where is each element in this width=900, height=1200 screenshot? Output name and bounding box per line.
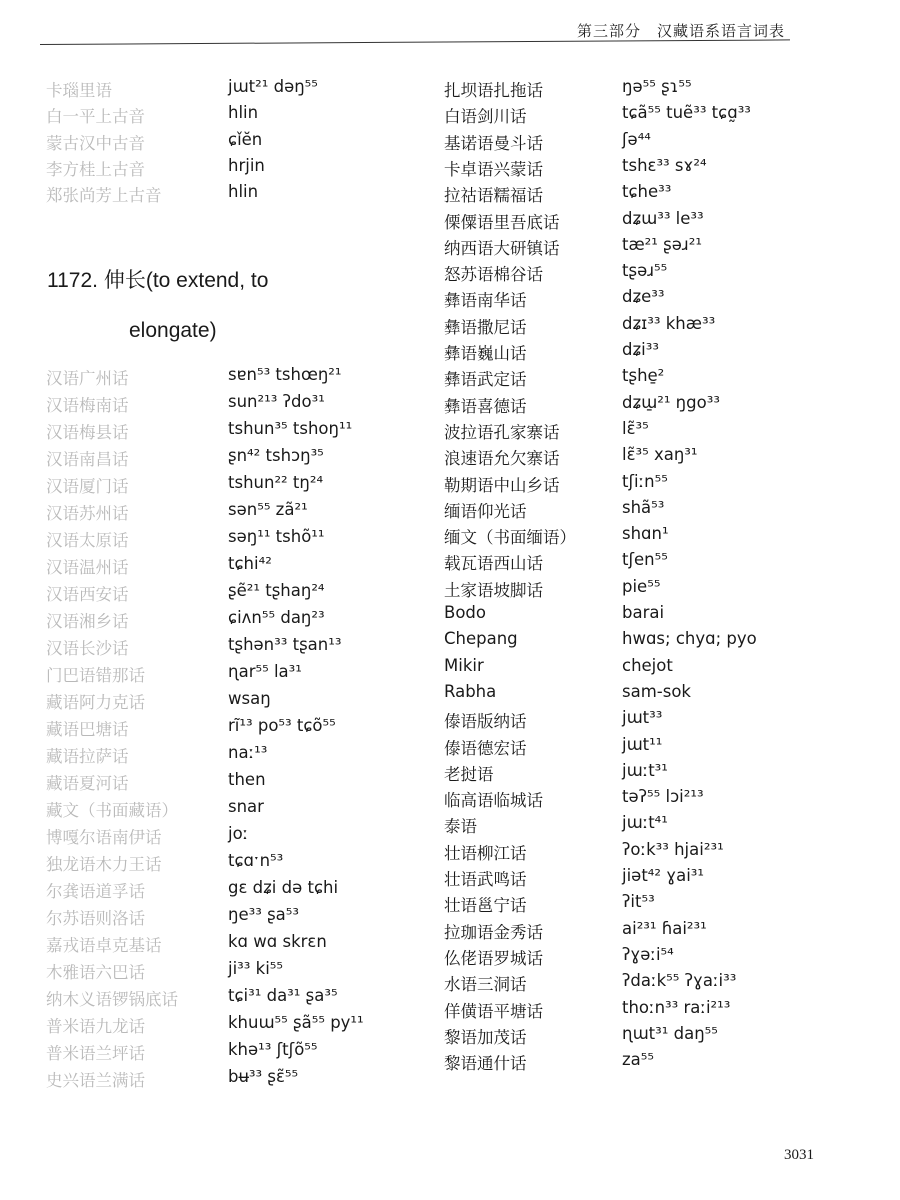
language-name: 汉语广州话: [46, 369, 129, 388]
word-form: shã⁵³: [622, 497, 665, 517]
language-name: 怒苏语棉谷话: [444, 265, 543, 285]
word-form: ŋe³³ ʂa⁵³: [228, 905, 300, 924]
language-name: 拉祜语糯福话: [444, 186, 543, 206]
language-name: 汉语南昌话: [46, 450, 129, 469]
word-form: ʔdaːk⁵⁵ ʔɣaːi³³: [622, 971, 737, 991]
language-name: 纳木义语锣锅底话: [46, 990, 178, 1009]
language-name: 仫佬语罗城话: [444, 948, 543, 968]
word-form: sun²¹³ ʔdo³¹: [228, 392, 325, 411]
word-form: khə¹³ ʃtʃõ⁵⁵: [228, 1040, 318, 1059]
language-name: 波拉语孔家寨话: [444, 422, 560, 442]
language-name: 勒期语中山乡话: [444, 475, 560, 495]
word-form: then: [228, 770, 266, 789]
word-form: tshun³⁵ tshoŋ¹¹: [228, 419, 353, 438]
word-form: dʑe³³: [622, 287, 665, 307]
language-name: 傣语版纳话: [444, 712, 527, 732]
word-form: sɐn⁵³ tshœŋ²¹: [228, 365, 342, 384]
language-name: Chepang: [444, 629, 518, 649]
word-form: tɕã⁵⁵ tuẽ³³ tɕɑ̰³³: [622, 103, 751, 123]
word-form: gɛ dʑi də tɕhi: [228, 878, 339, 897]
language-name: 汉语厦门话: [46, 477, 129, 496]
language-name: 汉语苏州话: [46, 504, 129, 523]
word-form: jɯːt⁴¹: [622, 813, 668, 833]
word-form: jɯt²¹ dəŋ⁵⁵: [228, 77, 318, 96]
word-form: jɯt¹¹: [622, 734, 663, 754]
language-name: 纳西语大研镇话: [444, 238, 560, 258]
word-form: joː: [228, 824, 249, 843]
word-form: ʔit⁵³: [622, 892, 655, 912]
language-name: 彝语喜德话: [444, 396, 527, 416]
word-form: ɕiʌn⁵⁵ daŋ²³: [228, 608, 325, 627]
entry-number: 1172.: [47, 269, 98, 292]
language-name: 拉珈语金秀话: [444, 922, 543, 942]
language-name: 壮语邕宁话: [444, 896, 527, 916]
language-name: 水语三洞话: [444, 975, 527, 995]
word-form: tɕhe³³: [622, 182, 672, 202]
word-form: hlin: [228, 103, 259, 123]
word-form: hrjin: [228, 155, 265, 175]
word-form: wsaŋ: [228, 689, 271, 708]
word-form: naː¹³: [228, 743, 268, 762]
word-form: shɑn¹: [622, 524, 669, 544]
word-form: tʂhən³³ tʂan¹³: [228, 635, 342, 654]
word-form: ɳɯt³¹ daŋ⁵⁵: [622, 1023, 718, 1043]
language-name: 藏语拉萨话: [46, 747, 129, 766]
language-name: 彝语武定话: [444, 370, 527, 390]
page-number: 3031: [784, 1147, 814, 1163]
language-name: Mikir: [444, 655, 484, 675]
language-name: 佯僙语平塘话: [444, 1001, 543, 1021]
language-name: 彝语巍山话: [444, 344, 527, 363]
header-rule: [40, 39, 790, 45]
word-form: tʂəɹ⁵⁵: [622, 261, 668, 281]
word-form: ʂn⁴² tshɔŋ³⁵: [228, 446, 324, 465]
language-name: 彝语南华话: [444, 291, 527, 311]
language-name: 尔龚语道孚话: [46, 882, 145, 901]
word-form: ʔoːk³³ hjai²³¹: [622, 839, 724, 859]
word-form: ɕǐĕn: [228, 129, 263, 149]
language-name: 傈僳语里吾底话: [444, 212, 560, 232]
word-form: jiət⁴² ɣai³¹: [622, 866, 705, 885]
language-name: 藏语巴塘话: [46, 720, 129, 739]
language-name: 独龙语木力王话: [46, 855, 162, 874]
word-form: thoːn³³ raːi²¹³: [622, 997, 731, 1017]
word-form: hlin: [228, 182, 259, 202]
word-form: ji³³ ki⁵⁵: [228, 959, 284, 978]
language-name: 汉语西安话: [46, 585, 129, 604]
language-name: 载瓦语西山话: [444, 554, 543, 574]
word-form: sən⁵⁵ zã²¹: [228, 500, 308, 519]
word-form: ʔɣəːi⁵⁴: [622, 944, 674, 964]
language-name: 临高语临城话: [444, 791, 543, 811]
language-name: 蒙古汉中古音: [46, 133, 145, 153]
language-name: 缅语仰光话: [444, 501, 527, 521]
word-form: za⁵⁵: [622, 1050, 655, 1070]
word-form: jɯːt³¹: [622, 760, 668, 780]
language-name: Rabha: [444, 681, 497, 701]
word-form: tɕi³¹ da³¹ ʂa³⁵: [228, 986, 338, 1005]
word-form: ʃə⁴⁴: [622, 129, 651, 149]
word-form: tʃen⁵⁵: [622, 550, 668, 570]
language-name: 黎语加茂话: [444, 1027, 527, 1047]
language-name: 浪速语允欠寨话: [444, 449, 560, 469]
running-header: 第三部分 汉藏语系语言词表: [576, 22, 785, 40]
language-name: 傣语德宏话: [444, 738, 527, 758]
word-form: tɕɑˑn⁵³: [228, 851, 284, 870]
word-form: ʂẽ²¹ tʂhaŋ²⁴: [228, 581, 325, 600]
word-form: dʑɪ³³ khæ³³: [622, 313, 716, 333]
word-form: chejot: [622, 655, 673, 675]
word-form: tshɛ³³ sɤ²⁴: [622, 155, 707, 175]
word-form: jɯt³³: [622, 708, 663, 728]
language-name: 藏文（书面藏语）: [46, 801, 178, 820]
word-form: kɑ wɑ skrɛn: [228, 932, 327, 951]
word-form: snar: [228, 797, 264, 816]
language-name: 史兴语兰满话: [46, 1071, 145, 1090]
word-form: lɛ̃³⁵ xaŋ³¹: [622, 445, 698, 465]
word-form: tshun²² tŋ²⁴: [228, 473, 324, 492]
language-name: 博嘎尔语南伊话: [46, 828, 162, 847]
language-name: 门巴语错那话: [46, 666, 145, 685]
language-name: 汉语温州话: [46, 558, 129, 577]
language-name: 白一平上古音: [46, 107, 145, 127]
word-form: sam-sok: [622, 681, 691, 701]
language-name: 木雅语六巴话: [46, 963, 145, 982]
word-form: lɛ̃³⁵: [622, 418, 649, 438]
language-name: 藏语阿力克话: [46, 693, 145, 712]
word-form: bʉ³³ ʂɛ̃⁵⁵: [228, 1067, 299, 1086]
entry-title: 伸长(to extend, to: [103, 269, 269, 292]
language-name: 汉语太原话: [46, 531, 129, 550]
language-name: 泰语: [444, 817, 477, 837]
word-form: rĩ¹³ po⁵³ tɕõ⁵⁵: [228, 716, 336, 735]
language-name: 郑张尚芳上古音: [46, 186, 162, 206]
word-form: ŋə⁵⁵ ʂɿ⁵⁵: [622, 77, 692, 96]
language-name: Bodo: [444, 603, 486, 622]
language-name: 老挝语: [444, 764, 494, 784]
word-form: dʑɯ³³ le³³: [622, 208, 704, 228]
entry-heading: [47, 268, 268, 344]
entry-heading-line2: elongate): [129, 319, 217, 342]
language-name: 黎语通什话: [444, 1054, 527, 1074]
language-name: 壮语武鸣话: [444, 870, 527, 889]
entry-heading-line1: [47, 268, 268, 294]
word-form: təʔ⁵⁵ lɔi²¹³: [622, 787, 704, 807]
language-name: 汉语梅南话: [46, 396, 129, 415]
language-name: 扎坝语扎拖话: [444, 81, 543, 100]
language-name: 尔苏语则洛话: [46, 909, 145, 928]
language-name: 藏语夏河话: [46, 774, 129, 793]
language-name: 汉语梅县话: [46, 423, 129, 442]
word-form: tʂhe̱²: [622, 366, 665, 386]
word-form: dʑɯ̱²¹ ŋgo³³: [622, 392, 720, 412]
language-name: 白语剑川话: [444, 107, 527, 127]
word-form: tæ²¹ ʂəɹ²¹: [622, 234, 702, 254]
language-name: 汉语长沙话: [46, 639, 129, 658]
language-name: 嘉戎语卓克基话: [46, 936, 162, 955]
word-form: khuɯ⁵⁵ ʂã⁵⁵ py¹¹: [228, 1013, 364, 1032]
word-form: tɕhi⁴²: [228, 554, 272, 573]
language-name: 壮语柳江话: [444, 843, 527, 863]
word-form: tʃiːn⁵⁵: [622, 471, 668, 491]
language-name: 卡瑙里语: [46, 81, 112, 100]
language-name: 彝语撒尼话: [444, 317, 527, 337]
word-form: səŋ¹¹ tshõ¹¹: [228, 527, 325, 546]
language-name: 土家语坡脚话: [444, 580, 543, 600]
word-form: dʑi³³: [622, 340, 659, 359]
word-form: ai²³¹ ɦai²³¹: [622, 918, 707, 938]
language-name: 普米语兰坪话: [46, 1044, 145, 1063]
language-name: 缅文（书面缅语）: [444, 528, 576, 548]
word-form: ɳar⁵⁵ la³¹: [228, 662, 302, 681]
word-form: barai: [622, 603, 665, 622]
language-name: 基诺语曼斗话: [444, 133, 543, 153]
language-name: 汉语湘乡话: [46, 612, 129, 631]
language-name: 李方桂上古音: [46, 159, 145, 179]
word-form: hwɑs; chyɑ; pyo: [622, 629, 757, 649]
language-name: 普米语九龙话: [46, 1017, 145, 1036]
language-name: 卡卓语兴蒙话: [444, 159, 543, 179]
word-form: pie⁵⁵: [622, 576, 661, 596]
